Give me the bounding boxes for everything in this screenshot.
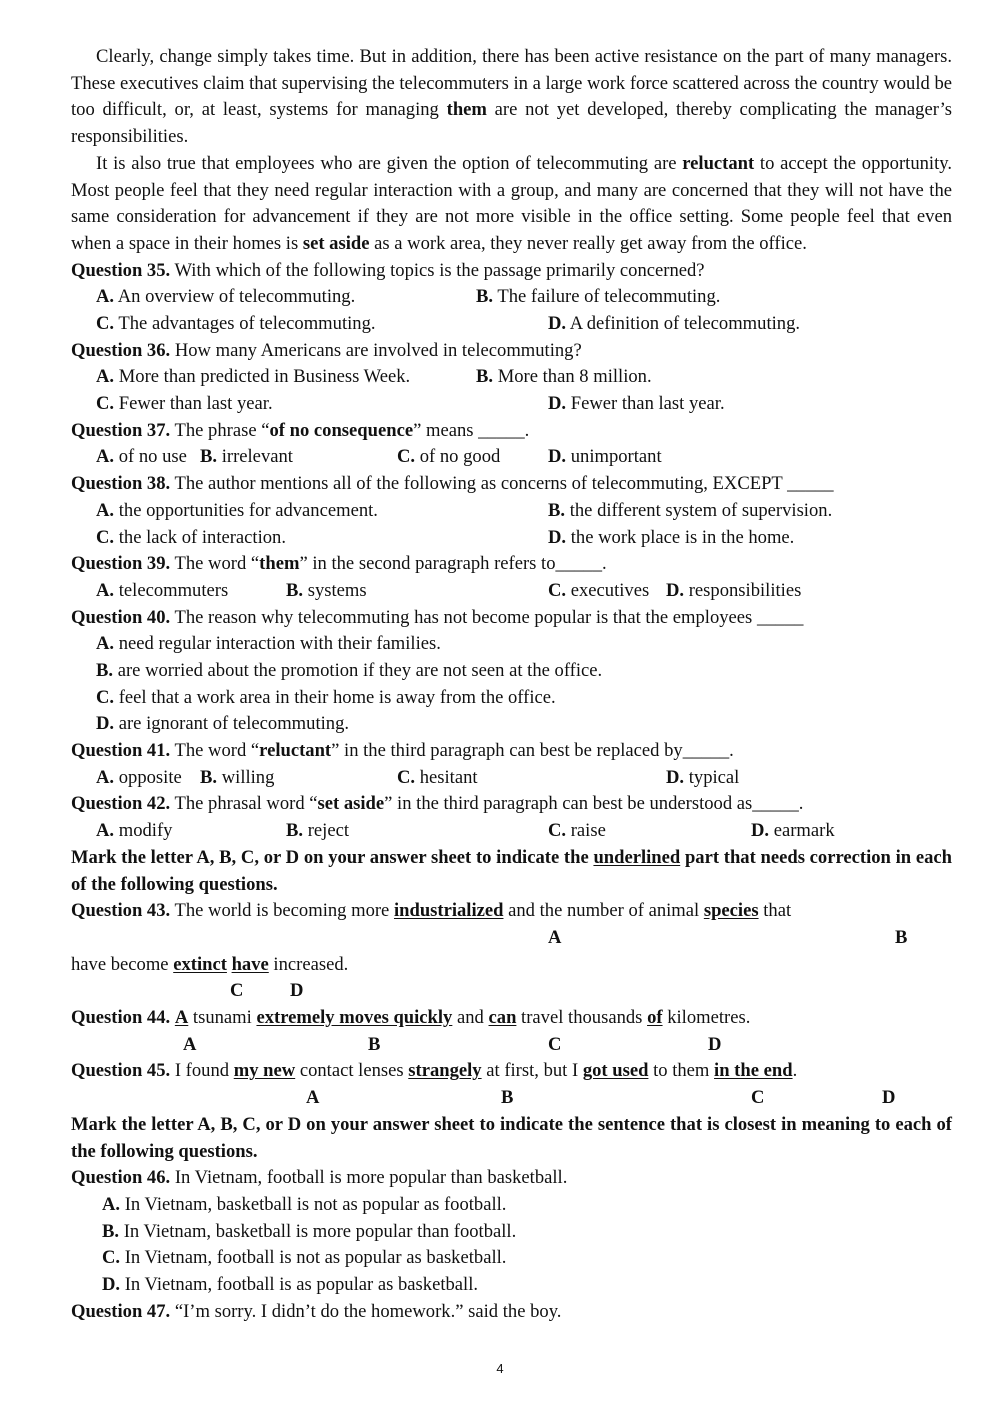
underlined-d[interactable]: in the end xyxy=(714,1060,793,1082)
page-number: 4 xyxy=(496,1361,504,1376)
option-b[interactable]: B. systems xyxy=(286,579,367,601)
option-a[interactable]: A. of no use xyxy=(96,446,187,468)
question-46-options xyxy=(71,1192,952,1299)
option-a[interactable]: A. An overview of telecommuting. xyxy=(96,286,356,308)
question-38: Question 38. The author mentions all of the following as concerns of telecommuting, EXCEPT _____ xyxy=(71,473,834,495)
underlined-b[interactable]: extremely moves quickly xyxy=(256,1007,453,1029)
underlined-b[interactable]: strangely xyxy=(408,1060,482,1082)
question-43-letters-row2: C D xyxy=(230,980,304,1002)
question-42-options xyxy=(71,818,952,845)
underlined-a[interactable]: industrialized xyxy=(393,900,504,922)
question-41: Question 41. The word “reluctant” in the third paragraph can best be replaced by_____. xyxy=(71,740,734,762)
option-a[interactable]: A. need regular interaction with their families. xyxy=(96,633,441,655)
option-b[interactable]: B. In Vietnam, basketball is more popular than football. xyxy=(102,1220,517,1242)
option-c[interactable]: C. hesitant xyxy=(397,766,478,788)
option-d[interactable]: D. unimportant xyxy=(548,446,662,468)
option-b[interactable]: B. reject xyxy=(286,820,350,842)
option-b[interactable]: B. The failure of telecommuting. xyxy=(476,286,721,308)
question-38-options xyxy=(71,498,952,551)
option-c[interactable]: C. Fewer than last year. xyxy=(96,393,273,415)
option-a[interactable]: A. telecommuters xyxy=(96,579,229,601)
question-39: Question 39. The word “them” in the second paragraph refers to_____. xyxy=(71,553,607,575)
question-45-letters: A B C D xyxy=(306,1087,896,1109)
question-35: Question 35. With which of the following topics is the passage primarily concerned? xyxy=(71,259,705,281)
option-c[interactable]: C. executives xyxy=(548,579,650,601)
option-c[interactable]: C. raise xyxy=(548,820,606,842)
option-a[interactable]: A. modify xyxy=(96,820,173,842)
question-42: Question 42. The phrasal word “set aside” in the third paragraph can best be understood as_____. xyxy=(71,793,804,815)
question-47: Question 47. “I’m sorry. I didn’t do the homework.” said the boy. xyxy=(71,1300,562,1322)
underlined-c[interactable]: got used xyxy=(582,1060,649,1082)
option-a[interactable]: A. More than predicted in Business Week. xyxy=(96,366,411,388)
option-c[interactable]: C. The advantages of telecommuting. xyxy=(96,313,376,335)
underlined-c[interactable]: extinct xyxy=(173,953,227,975)
section-instructions-error: Mark the letter A, B, C, or D on your answer sheet to indicate the underlined part that needs correction in each of the following questions. xyxy=(71,846,952,895)
option-c[interactable]: C. of no good xyxy=(397,446,501,468)
option-d[interactable]: D. typical xyxy=(666,766,740,788)
underlined-a[interactable]: my new xyxy=(233,1060,296,1082)
option-a[interactable]: A. In Vietnam, basketball is not as popular as football. xyxy=(102,1193,507,1215)
option-d[interactable]: D. earmark xyxy=(751,820,835,842)
question-35-options xyxy=(71,284,952,337)
question-44-letters: A B C D xyxy=(183,1033,722,1055)
option-c[interactable]: C. feel that a work area in their home is away from the office. xyxy=(96,686,556,708)
question-41-options xyxy=(71,765,952,792)
question-37-options xyxy=(71,444,952,471)
section-instructions-meaning: Mark the letter A, B, C, or D on your answer sheet to indicate the sentence that is closest in meaning to each of the following questions. xyxy=(71,1113,952,1162)
question-46: Question 46. In Vietnam, football is more popular than basketball. xyxy=(71,1167,568,1189)
underlined-d[interactable]: of xyxy=(647,1007,663,1029)
question-43-letters-row1: A B xyxy=(548,926,908,948)
question-44: Question 44. A tsunami extremely moves quickly and can travel thousands of kilometres. xyxy=(71,1007,751,1029)
underlined-a[interactable]: A xyxy=(174,1007,189,1029)
option-c[interactable]: C. In Vietnam, football is not as popular as basketball. xyxy=(102,1247,507,1269)
option-d[interactable]: D. are ignorant of telecommuting. xyxy=(96,713,350,735)
question-43: Question 43. The world is becoming more industrialized and the number of animal species that xyxy=(71,900,792,922)
question-40: Question 40. The reason why telecommuting has not become popular is that the employees _____ xyxy=(71,606,804,628)
question-45: Question 45. I found my new contact lenses strangely at first, but I got used to them in the end. xyxy=(71,1060,798,1082)
question-43-continued: have become extinct have increased. xyxy=(71,953,349,975)
question-36-options xyxy=(71,364,952,417)
option-d[interactable]: D. responsibilities xyxy=(666,579,802,601)
option-d[interactable]: D. In Vietnam, football is as popular as basketball. xyxy=(102,1274,479,1296)
option-b[interactable]: B. willing xyxy=(200,766,275,788)
option-b[interactable]: B. irrelevant xyxy=(200,446,293,468)
exam-page xyxy=(71,44,952,1325)
option-b[interactable]: B. More than 8 million. xyxy=(476,366,652,388)
underlined-d[interactable]: have xyxy=(231,953,269,975)
passage-paragraph-3: It is also true that employees who are given the option of telecommuting are reluctant to accept the opportunity. Most people feel that they need regular interaction with a group, and many are concerned that they will not have the same consideration for advancement if they are not more visible in the office setting. Some people feel that even when a space in their homes is set aside as a work area, they never really get away from the office. xyxy=(71,152,952,254)
question-40-options xyxy=(71,631,952,738)
question-37: Question 37. The phrase “of no consequence” means _____. xyxy=(71,419,530,441)
question-39-options xyxy=(71,578,952,605)
underlined-c[interactable]: can xyxy=(488,1007,517,1029)
option-b[interactable]: B. the different system of supervision. xyxy=(548,499,833,521)
option-d[interactable]: D. Fewer than last year. xyxy=(548,393,725,415)
option-d[interactable]: D. A definition of telecommuting. xyxy=(548,313,801,335)
passage-paragraph-2: Clearly, change simply takes time. But in addition, there has been active resistance on the part of many managers. These executives claim that supervising the telecommuters in a large work force scattered across the country would be too difficult, or, at least, systems for managing them are not yet developed, thereby complicating the manager’s responsibilities. xyxy=(71,46,953,148)
option-a[interactable]: A. the opportunities for advancement. xyxy=(96,499,378,521)
option-b[interactable]: B. are worried about the promotion if they are not seen at the office. xyxy=(96,660,603,682)
option-a[interactable]: A. opposite xyxy=(96,766,182,788)
option-d[interactable]: D. the work place is in the home. xyxy=(548,526,795,548)
question-36: Question 36. How many Americans are involved in telecommuting? xyxy=(71,339,582,361)
underlined-b[interactable]: species xyxy=(703,900,759,922)
option-c[interactable]: C. the lack of interaction. xyxy=(96,526,287,548)
